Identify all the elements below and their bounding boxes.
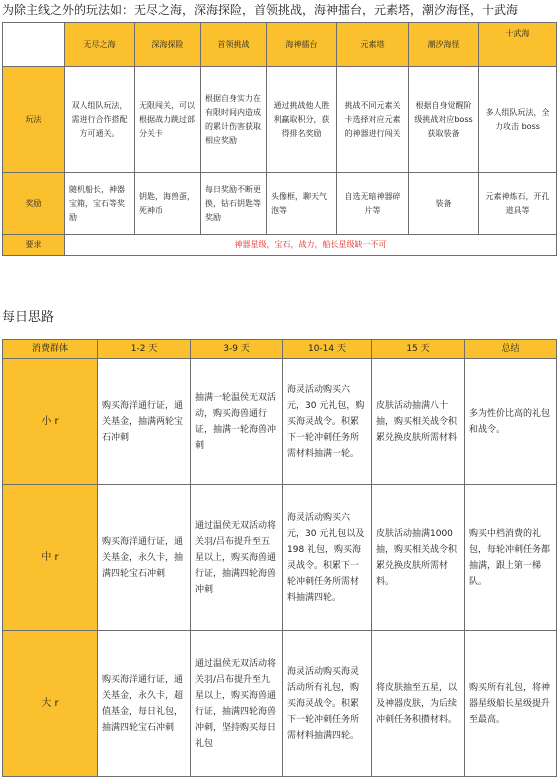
modes-row-gameplay: [3, 67, 557, 173]
modes-row-rewards: [3, 173, 557, 235]
table-cell: 无限闯关，可以根据战力跳过部分关卡: [135, 67, 201, 173]
modes-header-endless-sea: 无尽之海: [65, 23, 135, 67]
table-cell: 购买所有礼包，将神器星级船长星级提升至最高。: [465, 631, 557, 777]
table-cell: 装备: [409, 173, 479, 235]
modes-header-element-tower: 元素塔: [337, 23, 409, 67]
row-label: 大 r: [3, 631, 98, 777]
modes-row-requirement: [3, 235, 557, 256]
modes-header-arena: 海神擂台: [267, 23, 337, 67]
plan-header-day-3-9: 3-9 天: [191, 340, 283, 359]
table-cell: 海灵活动购买海灵活动所有礼包，购买海灵战令。积累下一轮冲刺任务所需材料抽满四轮。: [283, 631, 372, 777]
row-label: 玩法: [3, 67, 65, 173]
plan-header-row: [3, 340, 557, 359]
table-cell: 通过温侯无双活动将关羽/吕布提升至九星以上，购买海兽通行证，抽满四轮海兽冲刺，坚持购买每日礼包: [191, 631, 283, 777]
table-cell: 多人组队玩法，全力攻击 boss: [479, 67, 557, 173]
plan-header-summary: 总结: [465, 340, 557, 359]
modes-header-blank: [3, 23, 65, 67]
modes-header-deep-sea: 深海探险: [135, 23, 201, 67]
table-cell: 购买海洋通行证，通关基金，抽满两轮宝石冲刺: [98, 359, 191, 485]
table-cell: 购买海洋通行证，通关基金，永久卡，超值基金，每日礼包，抽满四轮宝石冲刺: [98, 631, 191, 777]
plan-header-day-15: 15 天: [372, 340, 465, 359]
table-cell: 随机船长，神器宝箱，宝石等奖励: [65, 173, 135, 235]
table-cell: 购买海洋通行证，通关基金，永久卡，抽满四轮宝石冲刺: [98, 485, 191, 631]
table-cell: 海灵活动购买六元，30 元礼包，购买海灵战令。积累下一轮冲刺任务所需材料抽满一轮。: [283, 359, 372, 485]
table-cell: 元素神炼石，开孔道具等: [479, 173, 557, 235]
table-cell: 自选无暗神器碎片等: [337, 173, 409, 235]
table-cell: 购买中档消费的礼包，每轮冲刺任务都抽满，跟上第一梯队。: [465, 485, 557, 631]
modes-header-ten-martial-sea: 十武海: [479, 23, 557, 67]
daily-plan-table: [2, 339, 557, 777]
plan-header-group: 消费群体: [3, 340, 98, 359]
table-cell: 将皮肤抽至五星，以及神器皮肤，为后续冲刺任务积攒材料。: [372, 631, 465, 777]
section-title: 每日思路: [2, 310, 55, 325]
plan-row-small-r: [3, 359, 557, 485]
plan-row-mid-r: [3, 485, 557, 631]
intro-title: 为除主线之外的玩法如：无尽之海，深海探险，首领挑战，海神擂台，元素塔，潮汐海怪，十武海: [2, 3, 519, 17]
table-cell: 挑战不同元素关卡选择对应元素的神器进行闯关: [337, 67, 409, 173]
plan-header-day-1-2: 1-2 天: [98, 340, 191, 359]
plan-row-big-r: [3, 631, 557, 777]
table-cell: 头像框，聊天气泡等: [267, 173, 337, 235]
table-cell: 皮肤活动抽满1000 抽，购买相关战令积累兑换皮肤所需材料。: [372, 485, 465, 631]
modes-table: [2, 22, 557, 256]
table-cell: 根据自身觉醒阶级挑战对应boss获取装备: [409, 67, 479, 173]
table-cell: 根据自身实力在有限时间内造成的累计伤害获取相应奖励: [201, 67, 267, 173]
table-cell: 每日奖励不断更换，钻石钥匙等奖励: [201, 173, 267, 235]
row-label: 小 r: [3, 359, 98, 485]
row-label: 奖励: [3, 173, 65, 235]
table-cell: 多为性价比高的礼包和战令。: [465, 359, 557, 485]
table-cell: 通过挑战他人胜利赢取积分，获得排名奖励: [267, 67, 337, 173]
modes-header-boss-challenge: 首领挑战: [201, 23, 267, 67]
table-cell: 双人组队玩法，需进行合作搭配方可通关。: [65, 67, 135, 173]
row-label: 中 r: [3, 485, 98, 631]
plan-header-day-10-14: 10-14 天: [283, 340, 372, 359]
table-cell: 钥匙，海兽蛋，死神币: [135, 173, 201, 235]
table-cell: 海灵活动购买六元，30 元礼包以及 198 礼包，购买海灵战令。积累下一轮冲刺任务所需材料抽满四轮。: [283, 485, 372, 631]
table-cell: 抽满一轮温侯无双活动，购买海兽通行证，抽满一轮海兽冲刺: [191, 359, 283, 485]
modes-header-tide-monster: 潮汐海怪: [409, 23, 479, 67]
table-cell: 通过温侯无双活动将关羽/吕布提升至五星以上，购买海兽通行证，抽满四轮海兽冲刺: [191, 485, 283, 631]
table-cell: 皮肤活动抽满八十抽，购买相关战令积累兑换皮肤所需材料: [372, 359, 465, 485]
row-label: 要求: [3, 235, 65, 256]
requirement-text: 神器星级，宝石，战力，船长星级缺一不可: [65, 235, 557, 256]
modes-header-row: [3, 23, 557, 67]
